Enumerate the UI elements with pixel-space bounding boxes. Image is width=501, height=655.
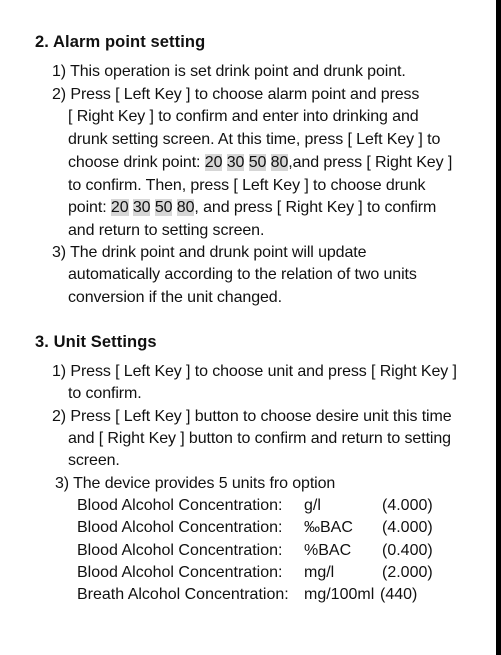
drink-point-value: 30	[226, 154, 245, 171]
alarm-item-3-line-3: conversion if the unit changed.	[68, 289, 282, 306]
unit-option-row	[77, 497, 467, 517]
drunk-point-value: 20	[110, 199, 129, 216]
unit-item-2-line-3: screen.	[68, 452, 120, 469]
unit-option-symbol: %BAC	[304, 542, 352, 559]
unit-option-name: Blood Alcohol Concentration:	[77, 564, 283, 581]
page-edge-border	[496, 0, 501, 655]
unit-option-name: Breath Alcohol Concentration:	[77, 586, 289, 603]
alarm-item-1: 1) This operation is set drink point and drunk point.	[52, 63, 406, 80]
drink-point-value: 50	[248, 154, 267, 171]
unit-option-name: Blood Alcohol Concentration:	[77, 542, 283, 559]
unit-option-symbol: ‰BAC	[304, 519, 353, 536]
unit-item-3-line-1: 3) The device provides 5 units fro option	[55, 475, 336, 492]
unit-option-symbol: g/l	[304, 497, 321, 514]
drunk-point-value: 30	[132, 199, 151, 216]
unit-option-value: (0.400)	[382, 542, 433, 559]
drink-point-prefix: choose drink point:	[68, 154, 205, 171]
unit-option-row	[77, 542, 467, 562]
alarm-item-2-line-2: [ Right Key ] to confirm and enter into drinking and	[68, 108, 419, 125]
drunk-point-prefix: point:	[68, 199, 111, 216]
alarm-item-2-line-7: and return to setting screen.	[68, 222, 265, 239]
unit-option-row	[77, 519, 467, 539]
alarm-item-2-line-1: 2) Press [ Left Key ] to choose alarm point and press	[52, 86, 420, 103]
drink-point-suffix: ,and press [ Right Key ]	[288, 154, 453, 171]
unit-option-value: (4.000)	[382, 519, 433, 536]
unit-option-name: Blood Alcohol Concentration:	[77, 497, 283, 514]
alarm-item-2-line-5: to confirm. Then, press [ Left Key ] to choose drunk	[68, 177, 426, 194]
drunk-point-value: 50	[154, 199, 173, 216]
unit-option-symbol: mg/l	[304, 564, 335, 581]
alarm-item-2-line-4	[68, 154, 452, 172]
unit-option-symbol: mg/100ml	[304, 586, 375, 603]
drink-point-value: 20	[204, 154, 223, 171]
drunk-point-suffix: , and press [ Right Key ] to confirm	[194, 199, 437, 216]
section-heading-alarm-point: 2. Alarm point setting	[35, 33, 206, 51]
unit-option-value: (2.000)	[382, 564, 433, 581]
alarm-item-3-line-2: automatically according to the relation of two units	[68, 266, 417, 283]
section-heading-unit-settings: 3. Unit Settings	[35, 333, 157, 351]
alarm-item-3-line-1: 3) The drink point and drunk point will update	[52, 244, 367, 261]
unit-item-2-line-2: and [ Right Key ] button to confirm and return to setting	[68, 430, 451, 447]
unit-item-1-line-2: to confirm.	[68, 385, 142, 402]
unit-option-name: Blood Alcohol Concentration:	[77, 519, 283, 536]
unit-option-row	[77, 564, 467, 584]
drunk-point-value: 80	[176, 199, 195, 216]
unit-option-value: (440)	[380, 586, 418, 603]
unit-option-row	[77, 586, 467, 606]
alarm-item-2-line-6	[68, 199, 436, 217]
drink-point-value: 80	[270, 154, 289, 171]
unit-item-1-line-1: 1) Press [ Left Key ] to choose unit and press [ Right Key ]	[52, 363, 457, 380]
unit-option-value: (4.000)	[382, 497, 433, 514]
unit-item-2-line-1: 2) Press [ Left Key ] button to choose desire unit this time	[52, 408, 452, 425]
alarm-item-2-line-3: drunk setting screen. At this time, press [ Left Key ] to	[68, 131, 441, 148]
